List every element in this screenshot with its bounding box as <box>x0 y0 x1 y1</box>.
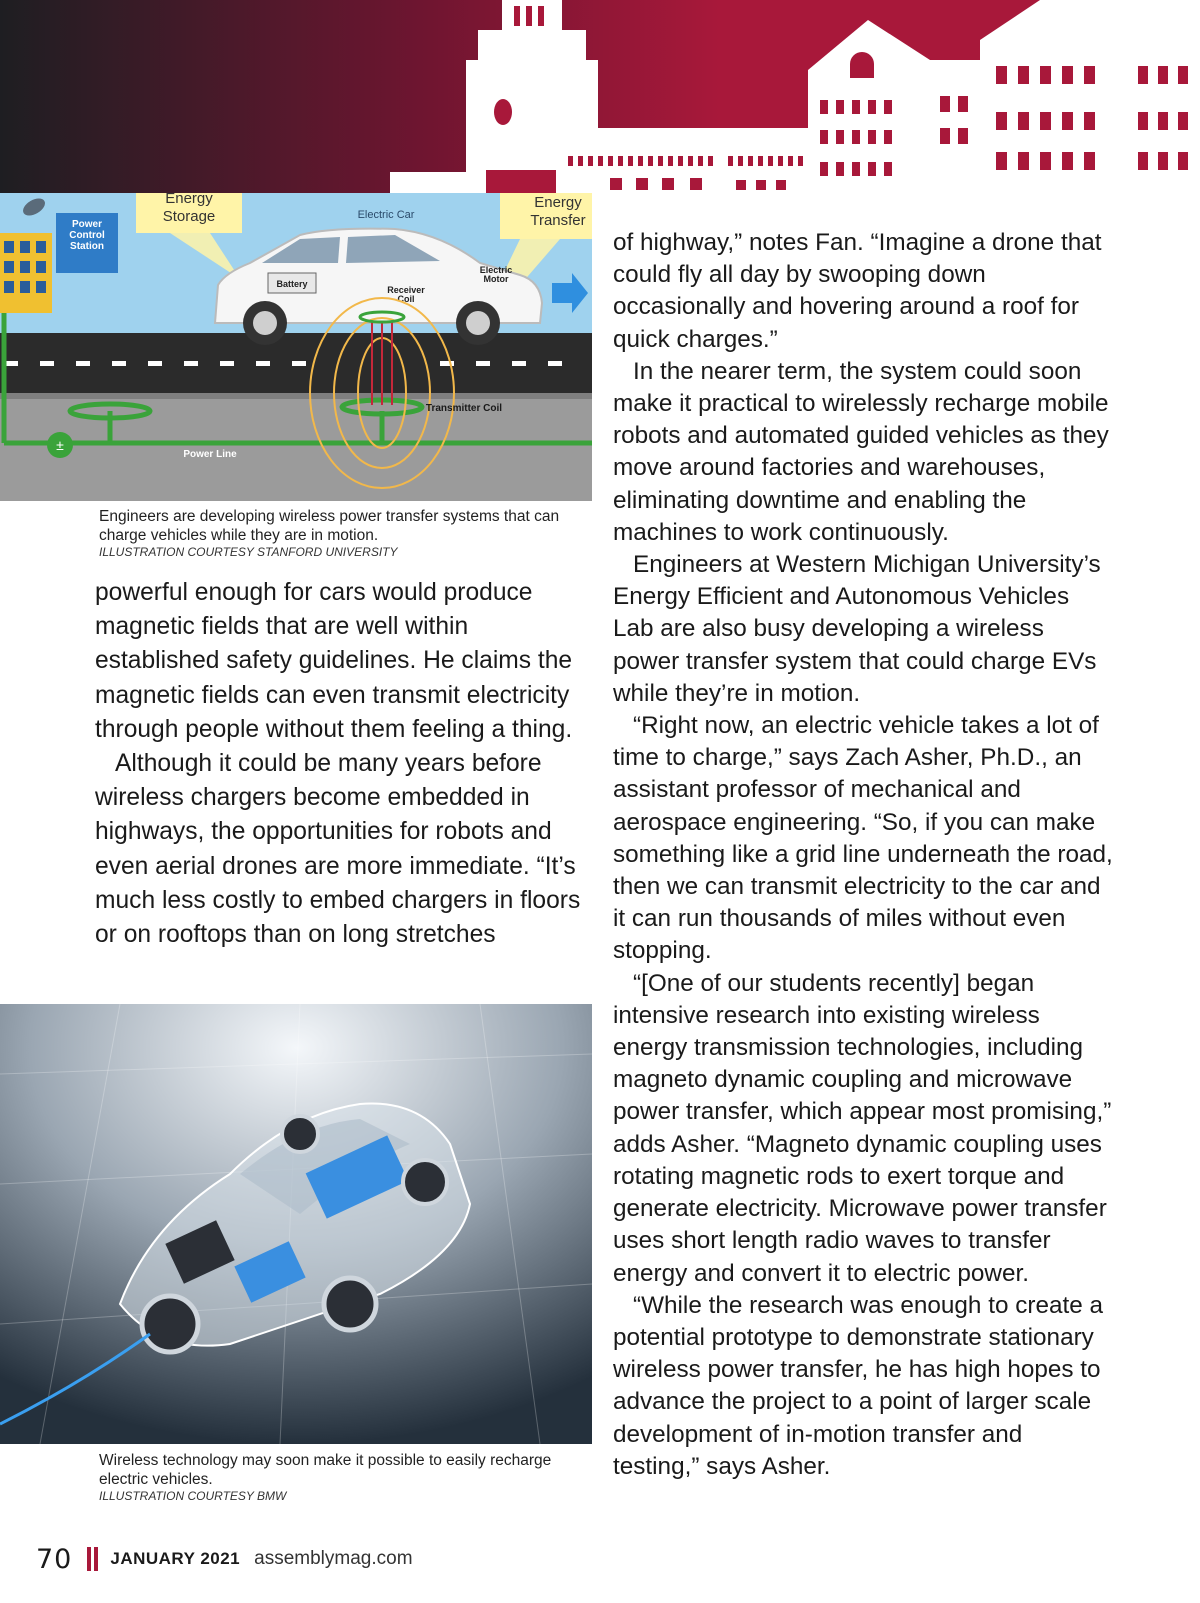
website-url: assemblymag.com <box>254 1548 413 1569</box>
motor-label: Electric Motor <box>479 265 513 284</box>
car-label: Electric Car <box>357 209 415 221</box>
header-banner <box>0 0 1200 196</box>
page-footer <box>36 1545 413 1573</box>
transmitter-label: Transmitter Coil <box>425 403 503 414</box>
article-column-left <box>95 576 595 952</box>
caption-text: Engineers are developing wireless power transfer systems that can charge vehicles while they are in motion. <box>99 508 560 544</box>
paragraph: Engineers at Western Michigan University’s Energy Efficient and Autonomous Vehicles Lab are also busy developing a wireless power transfer system that could charge EVs while they’re in motion. <box>613 551 1101 707</box>
diagram-illustration <box>0 193 592 501</box>
transfer-label: Energy Transfer <box>530 194 586 229</box>
transparent-car-illustration <box>0 1004 592 1444</box>
page-number: 70 <box>36 1543 73 1575</box>
caption-text: Wireless technology may soon make it possible to easily recharge electric vehicles. <box>99 1452 552 1488</box>
article-column-right <box>613 227 1113 1483</box>
paragraph: Although it could be many years before wireless chargers become embedded in highways, the opportunities for robots and even aerial drones are more immediate. “It’s much less costly to embed chargers in floors or on rooftops than on long stretches <box>95 750 581 949</box>
storage-label: Energy Storage <box>162 193 216 225</box>
powerline-label: Power Line <box>183 449 237 460</box>
battery-label: Battery <box>276 279 308 289</box>
photo-credit: ILLUSTRATION COURTESY BMW <box>99 1489 287 1503</box>
paragraph: “Right now, an electric vehicle takes a lot of time to charge,” says Zach Asher, Ph.D., an assistant professor of mechanical and aerospace engineering. “So, if you can make something like a grid line underneath the road, then we can transmit electricity to the car and it can run thousands of miles without even stopping. <box>613 712 1113 965</box>
issue-date: JANUARY 2021 <box>110 1549 241 1568</box>
photo-credit: ILLUSTRATION COURTESY STANFORD UNIVERSITY <box>99 545 398 559</box>
paragraph: powerful enough for cars would produce magnetic fields that are well within established safety guidelines. He claims the magnetic fields can even transmit electricity through people without them feeling a thing. <box>95 579 573 743</box>
receiver-label: Receiver Coil <box>387 285 425 304</box>
paragraph: In the nearer term, the system could soon make it practical to wirelessly recharge mobile robots and automated guided vehicles as they move around factories and warehouses, eliminating downtime and enabling the machines to work continuously. <box>613 357 1109 546</box>
paragraph: “While the research was enough to create a potential prototype to demonstrate stationary wireless power transfer, he has high hopes to advance the project to a point of larger scale development of in-motion transfer and testing,” says Asher. <box>613 1291 1103 1480</box>
wireless-charging-diagram <box>0 193 592 501</box>
svg-text:±: ± <box>56 437 64 453</box>
figure-caption <box>99 507 589 560</box>
figure-caption <box>99 1451 589 1504</box>
footer-divider <box>84 1547 98 1571</box>
paragraph: “[One of our students recently] began intensive research into existing wireless energy transmission technologies, including magneto dynamic coupling and microwave power transfer, which appear most promising,” adds Asher. “Magneto dynamic coupling uses rotating magnetic rods to exert torque and generate electricity. Microwave power transfer uses short length radio waves to transfer energy and convert it to electric power. <box>613 969 1112 1287</box>
station-label: Power Control Station <box>69 219 105 252</box>
paragraph: of highway,” notes Fan. “Imagine a drone that could fly all day by swooping down occasionally and hovering around a roof for quick charges.” <box>613 229 1102 353</box>
car-render <box>0 1004 592 1444</box>
